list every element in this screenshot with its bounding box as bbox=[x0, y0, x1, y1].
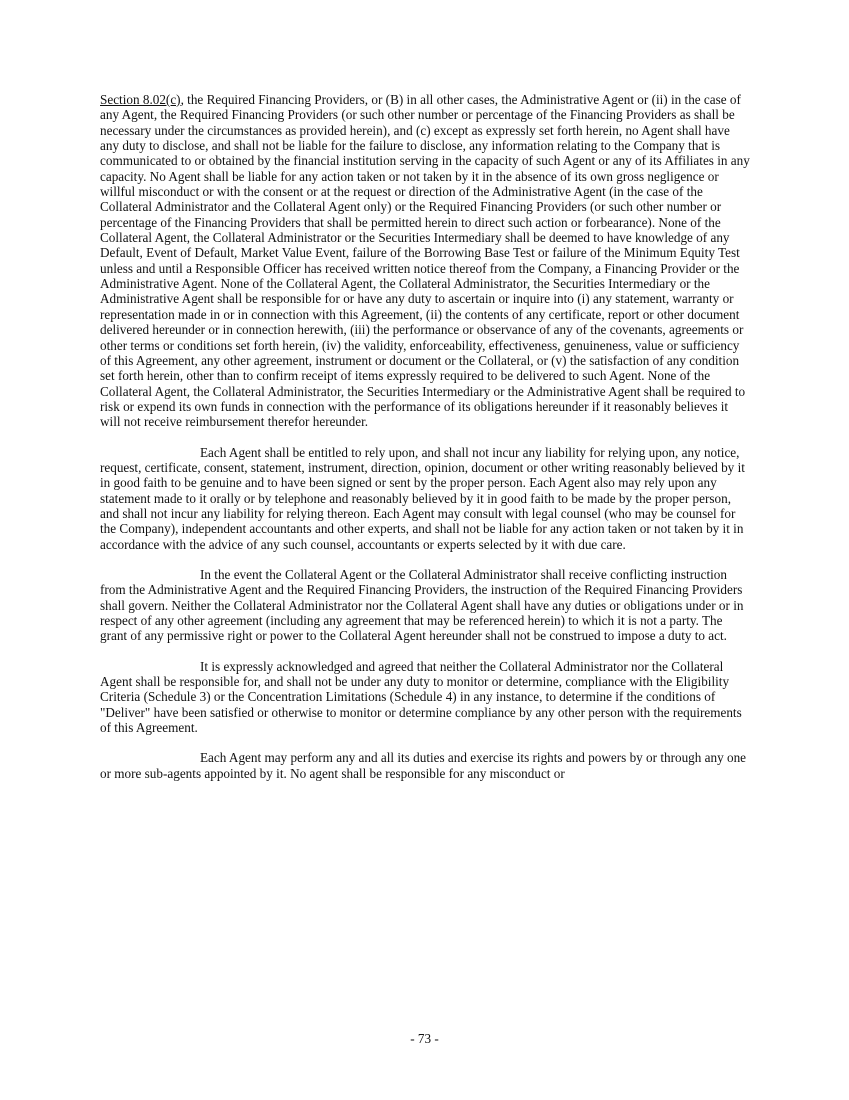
document-body bbox=[100, 92, 750, 796]
paragraph-5: Each Agent may perform any and all its duties and exercise its rights and powers by or through any one or more sub-agents appointed by it. No agent shall be responsible for any misconduct or bbox=[100, 750, 747, 781]
page-number: - 73 - bbox=[410, 1031, 439, 1046]
paragraph-3: In the event the Collateral Agent or the Collateral Administrator shall receive conflicting instruction from the Administrative Agent and the Required Financing Providers, the instruction of the Required Financing Providers shall govern. Neither the Collateral Administrator nor the Collateral Agent shall have any duties or obligations under or in respect of any other agreement (including any agreement that may be referenced herein) to which it is not a party. The grant of any permissive right or power to the Collateral Agent hereunder shall not be construed to impose a duty to act. bbox=[100, 566, 744, 644]
paragraph-1 bbox=[100, 92, 750, 430]
section-reference-link: Section 8.02(c) bbox=[100, 92, 181, 107]
paragraph-1-text: , the Required Financing Providers, or (B) in all other cases, the Administrative Agent or (ii) in the case of any Agent, the Required Financing Providers (or such other number or percentage of the Financing Providers as shall be necessary under the circumstances as provided herein), and (c) except as expressly set forth herein, no Agent shall have any duty to disclose, and shall not be liable for the failure to disclose, any information relating to the Company that is communicated to or obtained by the financial institution serving in the capacity of such Agent or any of its Affiliates in any capacity. No Agent shall be liable for any action taken or not taken by it in the absence of its own gross negligence or willful misconduct or with the consent or at the request or direction of the Administrative Agent (in the case of the Collateral Administrator and the Collateral Agent only) or the Required Financing Providers (or such other number or percentage of the Financing Providers that shall be permitted herein to direct such action or forbearance). None of the Collateral Agent, the Collateral Administrator or the Securities Intermediary shall be deemed to have knowledge of any Default, Event of Default, Market Value Event, failure of the Borrowing Base Test or failure of the Minimum Equity Test unless and until a Responsible Officer has received written notice thereof from the Company, a Financing Provider or the Administrative Agent. None of the Collateral Agent, the Collateral Administrator, the Securities Intermediary or the Administrative Agent shall be responsible for or have any duty to ascertain or inquire into (i) any statement, warranty or representation made in or in connection with this Agreement, (ii) the contents of any certificate, report or other document delivered hereunder or in connection herewith, (iii) the performance or observance of any of the covenants, agreements or other terms or conditions set forth herein, (iv) the validity, enforceability, effectiveness, genuineness, value or sufficiency of this Agreement, any other agreement, instrument or document or the Collateral, or (v) the satisfaction of any condition set forth herein, other than to confirm receipt of items expressly required to be delivered to such Agent. None of the Collateral Agent, the Collateral Administrator, the Securities Intermediary or the Administrative Agent shall be required to risk or expend its own funds in connection with the performance of its obligations hereunder if it reasonably believes it will not receive reimbursement therefor hereunder. bbox=[100, 92, 750, 430]
paragraph-2: Each Agent shall be entitled to rely upon, and shall not incur any liability for relying upon, any notice, request, certificate, consent, statement, instrument, direction, opinion, document or other writing reasonably believed by it in good faith to be genuine and to have been signed or sent by the proper person. Each Agent also may rely upon any statement made to it orally or by telephone and reasonably believed by it in good faith to be made by the proper person, and shall not incur any liability for relying thereon. Each Agent may consult with legal counsel (who may be counsel for the Company), independent accountants and other experts, and shall not be liable for any action taken or not taken by it in accordance with the advice of any such counsel, accountants or experts selected by it with due care. bbox=[100, 444, 745, 552]
paragraph-4: It is expressly acknowledged and agreed that neither the Collateral Administrator nor the Collateral Agent shall be responsible for, and shall not be under any duty to monitor or determine, compliance with the Eligibility Criteria (Schedule 3) or the Concentration Limitations (Schedule 4) in any instance, to determine if the conditions of "Deliver" have been satisfied or otherwise to monitor or determine compliance by any other person with the requirements of this Agreement. bbox=[100, 658, 742, 736]
